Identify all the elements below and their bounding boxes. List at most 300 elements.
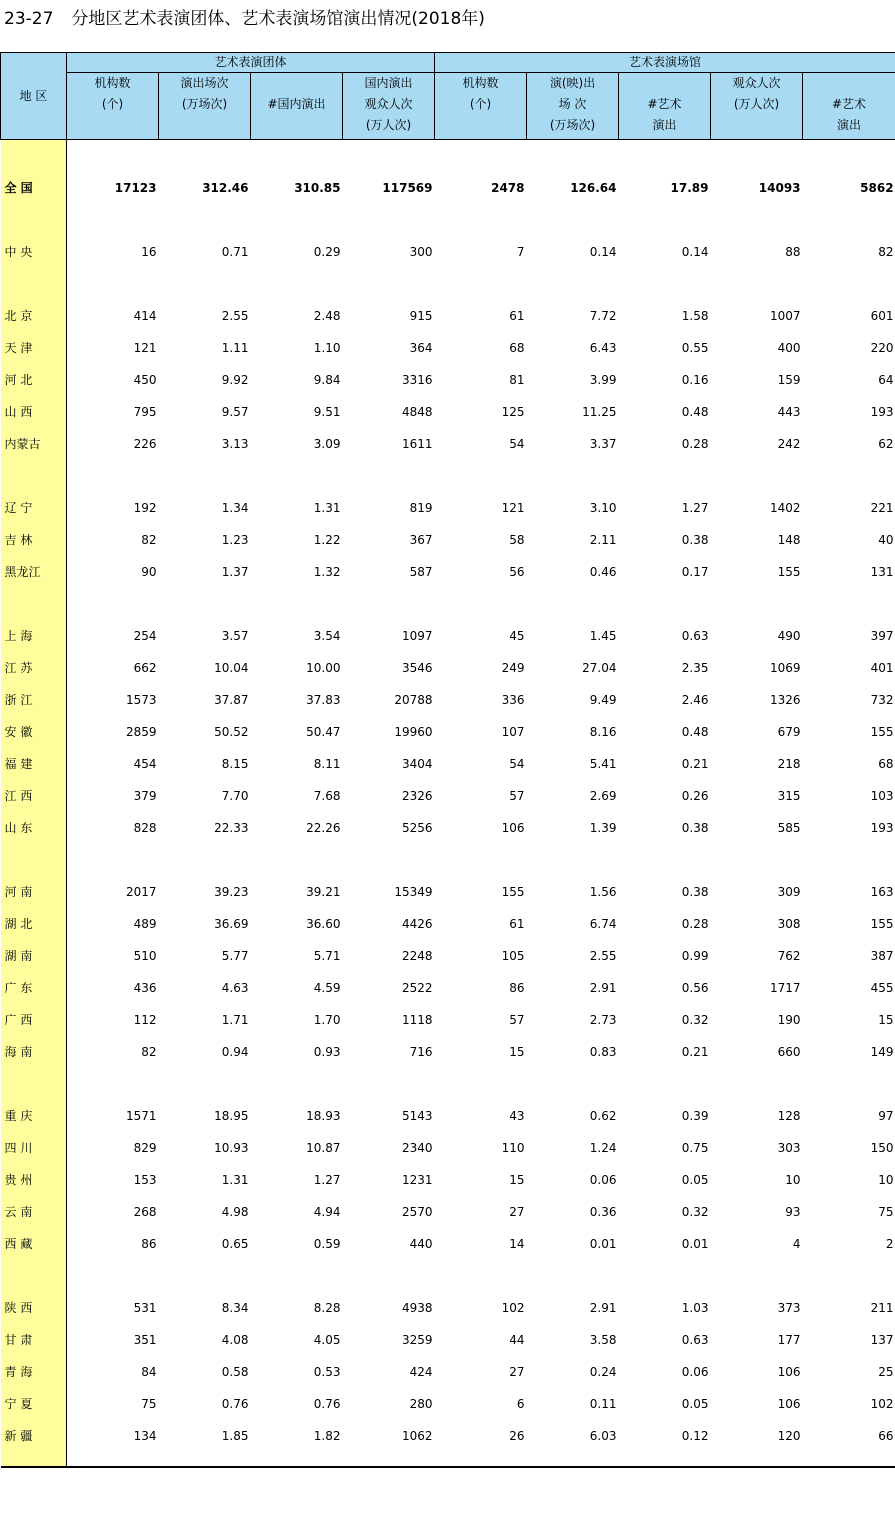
value-cell: 14093 [758, 181, 801, 195]
spacer-row [1, 140, 895, 173]
value-cell: 0.36 [589, 1205, 617, 1219]
table-row [1, 236, 895, 268]
value-cell: 436 [133, 981, 157, 995]
value-cell: 93 [785, 1205, 801, 1219]
region-cell: 河 北 [1, 364, 67, 396]
value-cell: 3.37 [589, 437, 617, 451]
value-cell: 36.60 [306, 917, 341, 931]
value-cell: 0.76 [221, 1397, 249, 1411]
value-cell: 0.99 [681, 949, 709, 963]
value-cell: 0.29 [313, 245, 341, 259]
value-cell: 0.75 [681, 1141, 709, 1155]
value-cell: 1.71 [221, 1013, 249, 1027]
value-cell: 148 [777, 533, 801, 547]
value-cell: 4426 [401, 917, 433, 931]
region-cell: 辽 宁 [1, 492, 67, 524]
value-cell: 379 [133, 789, 157, 803]
value-cell: 367 [409, 533, 433, 547]
value-cell: 84 [141, 1365, 157, 1379]
spacer-row [1, 460, 895, 492]
region-cell: 江 西 [1, 780, 67, 812]
value-cell: 9.84 [313, 373, 341, 387]
value-cell: 0.17 [681, 565, 709, 579]
value-cell: 5.71 [313, 949, 341, 963]
table-row [1, 748, 895, 780]
value-cell: 58 [509, 533, 525, 547]
value-cell: 336 [501, 693, 525, 707]
value-cell: 1007 [769, 309, 801, 323]
value-cell: 57 [509, 789, 525, 803]
value-cell: 61 [509, 917, 525, 931]
value-cell: 14 [509, 1237, 525, 1251]
value-cell: 762 [777, 949, 801, 963]
table-end-row [1, 1452, 895, 1467]
value-cell: 2.69 [589, 789, 617, 803]
value-cell: 732 [870, 693, 894, 707]
region-cell: 福 建 [1, 748, 67, 780]
value-cell: 17123 [114, 181, 157, 195]
region-cell: 西 藏 [1, 1228, 67, 1260]
value-cell: 2.91 [589, 1301, 617, 1315]
value-cell: 660 [777, 1045, 801, 1059]
value-cell: 1.34 [221, 501, 249, 515]
value-cell: 489 [133, 917, 157, 931]
value-cell: 1.85 [221, 1429, 249, 1443]
value-cell: 22.33 [214, 821, 249, 835]
table-row [1, 556, 895, 588]
value-cell: 81 [509, 373, 525, 387]
value-cell: 0.63 [681, 1333, 709, 1347]
value-cell: 3546 [401, 661, 433, 675]
table-row [1, 812, 895, 844]
value-cell: 1.27 [681, 501, 709, 515]
value-cell: 110 [501, 1141, 525, 1155]
value-cell: 0.38 [681, 533, 709, 547]
header-troupe-audience: 国内演出 观众人次 (万人次) [343, 73, 435, 140]
value-cell: 121 [501, 501, 525, 515]
value-cell: 193 [870, 821, 894, 835]
value-cell: 8.11 [313, 757, 341, 771]
region-cell: 山 东 [1, 812, 67, 844]
value-cell: 0.76 [313, 1397, 341, 1411]
value-cell: 211 [870, 1301, 894, 1315]
value-cell: 44 [509, 1333, 525, 1347]
value-cell: 0.32 [681, 1205, 709, 1219]
value-cell: 0.53 [313, 1365, 341, 1379]
value-cell: 56 [509, 565, 525, 579]
value-cell: 510 [133, 949, 157, 963]
value-cell: 1.58 [681, 309, 709, 323]
value-cell: 86 [509, 981, 525, 995]
value-cell: 62 [878, 437, 894, 451]
value-cell: 102 [870, 1397, 894, 1411]
header-group-troupes: 艺术表演团体 [67, 53, 435, 73]
region-cell: 江 苏 [1, 652, 67, 684]
region-cell: 内蒙古 [1, 428, 67, 460]
value-cell: 454 [133, 757, 157, 771]
value-cell: 18.93 [306, 1109, 341, 1123]
value-cell: 0.38 [681, 885, 709, 899]
value-cell: 218 [777, 757, 801, 771]
value-cell: 2.55 [221, 309, 249, 323]
spacer-row [1, 588, 895, 620]
value-cell: 18.95 [214, 1109, 249, 1123]
table-body [1, 140, 895, 1468]
value-cell: 6 [516, 1397, 525, 1411]
table-row [1, 652, 895, 684]
value-cell: 1.31 [313, 501, 341, 515]
value-cell: 280 [409, 1397, 433, 1411]
value-cell: 0.01 [589, 1237, 617, 1251]
value-cell: 424 [409, 1365, 433, 1379]
region-cell: 湖 北 [1, 908, 67, 940]
value-cell: 0.63 [681, 629, 709, 643]
value-cell: 0.21 [681, 757, 709, 771]
value-cell: 0.38 [681, 821, 709, 835]
value-cell: 2.35 [681, 661, 709, 675]
value-cell: 102 [501, 1301, 525, 1315]
value-cell: 3.99 [589, 373, 617, 387]
value-cell: 4.59 [313, 981, 341, 995]
region-cell: 四 川 [1, 1132, 67, 1164]
value-cell: 0.56 [681, 981, 709, 995]
value-cell: 10.93 [214, 1141, 249, 1155]
value-cell: 10 [878, 1173, 894, 1187]
value-cell: 0.26 [681, 789, 709, 803]
value-cell: 3.10 [589, 501, 617, 515]
value-cell: 0.21 [681, 1045, 709, 1059]
value-cell: 106 [777, 1397, 801, 1411]
value-cell: 64 [878, 373, 894, 387]
value-cell: 27.04 [582, 661, 617, 675]
value-cell: 112 [133, 1013, 157, 1027]
value-cell: 105 [501, 949, 525, 963]
region-cell: 河 南 [1, 876, 67, 908]
table-row [1, 172, 895, 204]
table-row [1, 1196, 895, 1228]
value-cell: 163 [870, 885, 894, 899]
value-cell: 2.73 [589, 1013, 617, 1027]
value-cell: 0.28 [681, 917, 709, 931]
value-cell: 50.52 [214, 725, 249, 739]
region-cell: 中 央 [1, 236, 67, 268]
value-cell: 137 [870, 1333, 894, 1347]
value-cell: 20788 [394, 693, 433, 707]
value-cell: 915 [409, 309, 433, 323]
value-cell: 90 [141, 565, 157, 579]
page-title [4, 5, 485, 33]
value-cell: 1.32 [313, 565, 341, 579]
table-row [1, 716, 895, 748]
value-cell: 125 [501, 405, 525, 419]
value-cell: 68 [509, 341, 525, 355]
value-cell: 7.70 [221, 789, 249, 803]
value-cell: 0.48 [681, 725, 709, 739]
value-cell: 155 [870, 917, 894, 931]
value-cell: 2.48 [313, 309, 341, 323]
value-cell: 1.23 [221, 533, 249, 547]
value-cell: 400 [777, 341, 801, 355]
value-cell: 75 [141, 1397, 157, 1411]
value-cell: 4938 [401, 1301, 433, 1315]
value-cell: 1.70 [313, 1013, 341, 1027]
value-cell: 61 [509, 309, 525, 323]
header-troupe-shows: 演出场次 (万场次) [159, 73, 251, 140]
value-cell: 0.58 [221, 1365, 249, 1379]
value-cell: 242 [777, 437, 801, 451]
value-cell: 585 [777, 821, 801, 835]
value-cell: 387 [870, 949, 894, 963]
value-cell: 2.91 [589, 981, 617, 995]
value-cell: 3.58 [589, 1333, 617, 1347]
value-cell: 4.08 [221, 1333, 249, 1347]
value-cell: 0.59 [313, 1237, 341, 1251]
value-cell: 0.94 [221, 1045, 249, 1059]
value-cell: 303 [777, 1141, 801, 1155]
region-cell: 吉 林 [1, 524, 67, 556]
table-row [1, 300, 895, 332]
value-cell: 36.69 [214, 917, 249, 931]
value-cell: 88 [785, 245, 801, 259]
value-cell: 68 [878, 757, 894, 771]
value-cell: 0.16 [681, 373, 709, 387]
value-cell: 1069 [769, 661, 801, 675]
value-cell: 2326 [401, 789, 433, 803]
value-cell: 3.13 [221, 437, 249, 451]
region-cell: 贵 州 [1, 1164, 67, 1196]
table-row [1, 780, 895, 812]
value-cell: 0.01 [681, 1237, 709, 1251]
value-cell: 450 [133, 373, 157, 387]
value-cell: 39.21 [306, 885, 341, 899]
value-cell: 159 [777, 373, 801, 387]
value-cell: 39.23 [214, 885, 249, 899]
value-cell: 1571 [125, 1109, 157, 1123]
table-row [1, 684, 895, 716]
value-cell: 1573 [125, 693, 157, 707]
value-cell: 153 [133, 1173, 157, 1187]
value-cell: 1611 [401, 437, 433, 451]
value-cell: 5143 [401, 1109, 433, 1123]
value-cell: 0.39 [681, 1109, 709, 1123]
value-cell: 3.54 [313, 629, 341, 643]
region-cell: 北 京 [1, 300, 67, 332]
table-row [1, 1164, 895, 1196]
header-group-venues: 艺术表演场馆 [435, 53, 895, 73]
value-cell: 10.04 [214, 661, 249, 675]
value-cell: 443 [777, 405, 801, 419]
table-row [1, 1036, 895, 1068]
value-cell: 601 [870, 309, 894, 323]
value-cell: 37.83 [306, 693, 341, 707]
value-cell: 397 [870, 629, 894, 643]
value-cell: 2.55 [589, 949, 617, 963]
value-cell: 9.51 [313, 405, 341, 419]
value-cell: 5862 [860, 181, 894, 195]
value-cell: 0.28 [681, 437, 709, 451]
value-cell: 4.63 [221, 981, 249, 995]
region-cell: 海 南 [1, 1036, 67, 1068]
value-cell: 679 [777, 725, 801, 739]
value-cell: 1097 [401, 629, 433, 643]
value-cell: 120 [777, 1429, 801, 1443]
value-cell: 1.11 [221, 341, 249, 355]
value-cell: 0.62 [589, 1109, 617, 1123]
value-cell: 300 [409, 245, 433, 259]
value-cell: 3259 [401, 1333, 433, 1347]
value-cell: 1.10 [313, 341, 341, 355]
spacer-row [1, 204, 895, 236]
value-cell: 531 [133, 1301, 157, 1315]
value-cell: 364 [409, 341, 433, 355]
value-cell: 0.71 [221, 245, 249, 259]
value-cell: 8.28 [313, 1301, 341, 1315]
value-cell: 220 [870, 341, 894, 355]
value-cell: 103 [870, 789, 894, 803]
value-cell: 1.37 [221, 565, 249, 579]
value-cell: 5.41 [589, 757, 617, 771]
header-venue-shows: 演(映)出 场 次 (万场次) [527, 73, 619, 140]
region-cell: 上 海 [1, 620, 67, 652]
region-cell: 宁 夏 [1, 1388, 67, 1420]
value-cell: 9.49 [589, 693, 617, 707]
value-cell: 221 [870, 501, 894, 515]
value-cell: 128 [777, 1109, 801, 1123]
value-cell: 82 [141, 533, 157, 547]
region-cell: 浙 江 [1, 684, 67, 716]
table-row [1, 1420, 895, 1452]
value-cell: 2248 [401, 949, 433, 963]
value-cell: 587 [409, 565, 433, 579]
value-cell: 9.92 [221, 373, 249, 387]
value-cell: 312.46 [202, 181, 249, 195]
value-cell: 7.68 [313, 789, 341, 803]
value-cell: 1062 [401, 1429, 433, 1443]
value-cell: 1326 [769, 693, 801, 707]
value-cell: 27 [509, 1205, 525, 1219]
value-cell: 4848 [401, 405, 433, 419]
spacer-row [1, 1068, 895, 1100]
table-row [1, 396, 895, 428]
table-row [1, 492, 895, 524]
value-cell: 10 [785, 1173, 801, 1187]
value-cell: 15349 [394, 885, 433, 899]
spacer-row [1, 844, 895, 876]
value-cell: 155 [870, 725, 894, 739]
value-cell: 4 [792, 1237, 801, 1251]
value-cell: 15 [509, 1045, 525, 1059]
value-cell: 17.89 [670, 181, 709, 195]
header-venue-count: 机构数 (个) [435, 73, 527, 140]
value-cell: 5.77 [221, 949, 249, 963]
table-header [1, 53, 895, 140]
value-cell: 819 [409, 501, 433, 515]
value-cell: 662 [133, 661, 157, 675]
value-cell: 7 [516, 245, 525, 259]
value-cell: 106 [777, 1365, 801, 1379]
value-cell: 716 [409, 1045, 433, 1059]
value-cell: 150 [870, 1141, 894, 1155]
value-cell: 121 [133, 341, 157, 355]
value-cell: 155 [777, 565, 801, 579]
value-cell: 2570 [401, 1205, 433, 1219]
header-troupe-domestic: #国内演出 [251, 73, 343, 140]
table-row [1, 1004, 895, 1036]
table-row [1, 524, 895, 556]
value-cell: 192 [133, 501, 157, 515]
value-cell: 2340 [401, 1141, 433, 1155]
value-cell: 2522 [401, 981, 433, 995]
region-cell: 甘 肃 [1, 1324, 67, 1356]
table-number: 23-27 [4, 9, 54, 29]
value-cell: 0.05 [681, 1173, 709, 1187]
value-cell: 351 [133, 1333, 157, 1347]
value-cell: 308 [777, 917, 801, 931]
value-cell: 414 [133, 309, 157, 323]
value-cell: 15 [878, 1013, 894, 1027]
value-cell: 97 [878, 1109, 894, 1123]
value-cell: 440 [409, 1237, 433, 1251]
region-cell: 重 庆 [1, 1100, 67, 1132]
table-title-text: 分地区艺术表演团体、艺术表演场馆演出情况(2018年) [71, 9, 485, 29]
value-cell: 190 [777, 1013, 801, 1027]
table-row [1, 620, 895, 652]
value-cell: 57 [509, 1013, 525, 1027]
value-cell: 309 [777, 885, 801, 899]
region-cell: 青 海 [1, 1356, 67, 1388]
table-row [1, 1132, 895, 1164]
region-cell: 广 西 [1, 1004, 67, 1036]
region-cell: 广 东 [1, 972, 67, 1004]
value-cell: 0.05 [681, 1397, 709, 1411]
table-row [1, 972, 895, 1004]
value-cell: 1402 [769, 501, 801, 515]
value-cell: 22.26 [306, 821, 341, 835]
value-cell: 45 [509, 629, 525, 643]
region-cell: 陕 西 [1, 1292, 67, 1324]
value-cell: 177 [777, 1333, 801, 1347]
value-cell: 0.55 [681, 341, 709, 355]
header-venue-art-shows: #艺术 演出 [619, 73, 711, 140]
value-cell: 268 [133, 1205, 157, 1219]
table-row [1, 908, 895, 940]
value-cell: 0.46 [589, 565, 617, 579]
spacer-row [1, 268, 895, 300]
value-cell: 3404 [401, 757, 433, 771]
value-cell: 1.39 [589, 821, 617, 835]
table-row [1, 876, 895, 908]
header-venue-art-audience: #艺术 演出 [803, 73, 895, 140]
value-cell: 1.45 [589, 629, 617, 643]
value-cell: 2017 [125, 885, 157, 899]
value-cell: 0.11 [589, 1397, 617, 1411]
region-cell: 黑龙江 [1, 556, 67, 588]
value-cell: 15 [509, 1173, 525, 1187]
value-cell: 26 [509, 1429, 525, 1443]
value-cell: 10.87 [306, 1141, 341, 1155]
value-cell: 1.27 [313, 1173, 341, 1187]
table-row [1, 1100, 895, 1132]
value-cell: 155 [501, 885, 525, 899]
table-row [1, 940, 895, 972]
value-cell: 2859 [125, 725, 157, 739]
value-cell: 829 [133, 1141, 157, 1155]
value-cell: 1231 [401, 1173, 433, 1187]
value-cell: 455 [870, 981, 894, 995]
value-cell: 6.43 [589, 341, 617, 355]
value-cell: 193 [870, 405, 894, 419]
value-cell: 0.32 [681, 1013, 709, 1027]
